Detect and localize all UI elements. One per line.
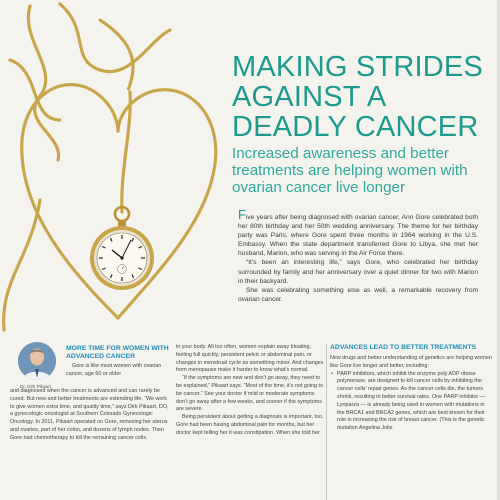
intro-paragraph-1-text: ive years after being diagnosed with ovarian cancer, Ann Gore celebrated both her 80th birthday and her 50th wedding anniversary. The theme for her birthday party was Paris, where Gore spent three months in 1964 working in the U.S. Embassy. When the state department transferred Gore to Libya, she met her husband, Marion, who was serving in the Air Force there. <box>238 214 478 258</box>
right-heading: ADVANCES LEAD TO BETTER TREATMENTS <box>330 344 477 351</box>
pocket-watch-illustration <box>0 0 235 335</box>
doctor-portrait-icon <box>18 342 56 380</box>
middle-paragraph-2: “If the symptoms are new and don’t go away, they need to be explained,” Pikaart says. “Most of the time, it’s not going to be cancer.” See your doctor if mild or moderate symptoms don’t go away after a few weeks, and sooner if the symptoms are severe. <box>176 375 324 413</box>
treatment-list <box>330 371 492 433</box>
doctor-photo-block <box>10 342 64 389</box>
article-title: MAKING STRIDES AGAINST A DEADLY CANCER <box>232 51 483 143</box>
list-item: • PARP inhibitors, which inhibit the enzyme poly ADP ribose polymerase, are designed to kill cancer cells by inhibiting the cancer cells’ repair genes. As the cancer cells die, the tumors shrink, resulting in better survival rates. One PARP inhibitor — Lynparza — is already being used in women with mutations in the BRCA1 and BRCA2 genes, which are best known for their role in increasing the risk of breast cancer. (This is the genetic mutation Angelina Jolie <box>330 371 492 433</box>
middle-paragraph-1: in your body. All too often, women explain away bloating, feeling full quickly, persistent pelvic or abdominal pain, or changes in menstrual cycle as something minor. And changes from menopause make it harder to know what’s normal. <box>176 344 324 374</box>
middle-column <box>176 344 324 438</box>
drop-cap: F <box>238 207 246 222</box>
sidebar-top-text: Gore is like most women with ovarian cancer, age 60 or older <box>66 363 162 377</box>
column-divider <box>326 344 327 500</box>
sidebar-heading: MORE TIME FOR WOMEN WITH ADVANCED CANCER <box>66 345 169 360</box>
hero-photo-pocket-watch <box>0 0 235 335</box>
doctor-avatar <box>18 342 56 380</box>
middle-paragraph-3: Being persistent about getting a diagnosis is important, too. Gore had been having abdominal pain for months, but her doctor kept telling her it was constipation. When she told her <box>176 414 324 436</box>
sidebar-top <box>66 345 170 379</box>
doctor-caption: Dr. Dirk Pikaart <box>20 384 51 389</box>
intro-paragraph-3: She was celebrating something else as well, a remarkable recovery from ovarian cancer. <box>238 286 478 303</box>
intro-paragraph-2: “It’s been an interesting life,” says Gore, who celebrated her birthday surrounded by family and her anniversary over a quiet dinner for two with Marion in their backyard. <box>238 259 478 285</box>
right-intro: New drugs and better understanding of genetics are helping women like Gore live longer and better, including: <box>330 355 492 369</box>
intro-paragraph-1 <box>238 207 478 258</box>
right-column <box>330 344 492 433</box>
sidebar-body-text: and diagnosed when the cancer is advanced and can rarely be cured. But new and better treatments are extending life. “We work to give women extra time, and quality time,” says Dirk Pikaart, DO, a gynecologic oncologist at Southern Colorado Gynecologic Oncology. In 2011, Pikaart operated on Gore, removing her uterus and ovaries, part of her colon, and dozens of lymph nodes. Then Gore had chemotherapy to kill the remaining cancer cells. <box>10 388 169 441</box>
article-intro <box>238 207 478 304</box>
sidebar-body <box>10 388 170 443</box>
article-subtitle: Increased awareness and better treatments are helping women with ovarian cancer live longer <box>232 145 468 196</box>
